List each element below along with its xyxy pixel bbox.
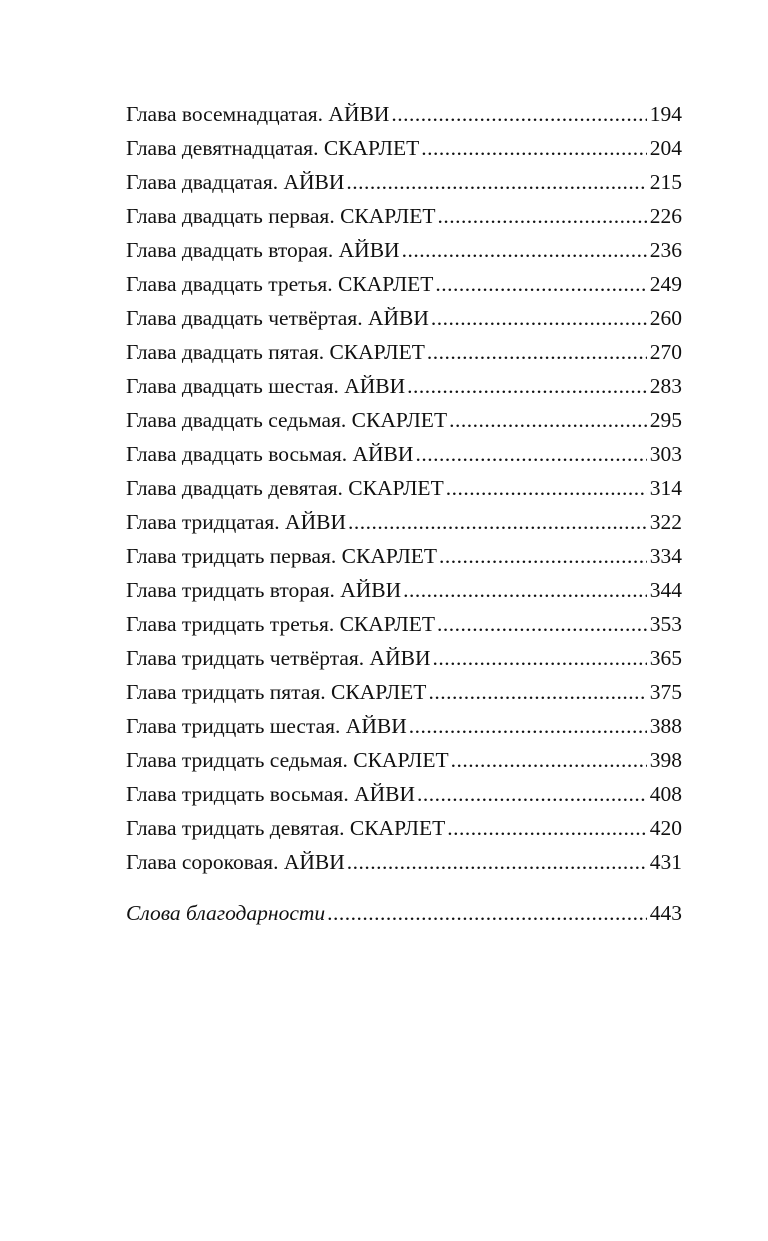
page-number: 194 xyxy=(649,102,682,126)
toc-entry[interactable] xyxy=(126,505,682,539)
page-number: 249 xyxy=(649,272,682,296)
chapter-title: Глава тридцать первая. СКАРЛЕТ xyxy=(126,544,438,568)
dot-leader xyxy=(435,267,646,301)
dot-leader xyxy=(428,675,646,709)
dot-leader xyxy=(403,573,647,607)
page-number: 353 xyxy=(649,612,682,636)
chapter-title: Глава двадцать четвёртая. АЙВИ xyxy=(126,306,429,330)
page-number: 365 xyxy=(649,646,682,670)
toc-entry[interactable] xyxy=(126,573,682,607)
table-of-contents xyxy=(126,97,682,930)
page-number: 398 xyxy=(649,748,682,772)
toc-entry-acknowledgements[interactable] xyxy=(126,896,682,930)
page-number: 420 xyxy=(649,816,682,840)
acknowledgements-title: Слова благодарности xyxy=(126,901,326,925)
toc-entry[interactable] xyxy=(126,335,682,369)
chapter-title: Глава сороковая. АЙВИ xyxy=(126,850,345,874)
page-number: 204 xyxy=(649,136,682,160)
page-number: 270 xyxy=(649,340,682,364)
dot-leader xyxy=(439,539,647,573)
dot-leader xyxy=(451,743,647,777)
dot-leader xyxy=(407,369,647,403)
page-number: 344 xyxy=(649,578,682,602)
dot-leader xyxy=(391,97,646,131)
dot-leader xyxy=(346,165,646,199)
toc-entry[interactable] xyxy=(126,777,682,811)
page-number: 408 xyxy=(649,782,682,806)
chapter-title: Глава двадцать третья. СКАРЛЕТ xyxy=(126,272,434,296)
page-number: 303 xyxy=(649,442,682,466)
toc-entry[interactable] xyxy=(126,301,682,335)
page-number: 388 xyxy=(649,714,682,738)
chapter-title: Глава тридцать седьмая. СКАРЛЕТ xyxy=(126,748,449,772)
page-number: 322 xyxy=(649,510,682,534)
toc-entry[interactable] xyxy=(126,607,682,641)
dot-leader xyxy=(447,811,646,845)
chapter-title: Глава тридцать восьмая. АЙВИ xyxy=(126,782,415,806)
toc-entry[interactable] xyxy=(126,675,682,709)
chapter-title: Глава тридцать пятая. СКАРЛЕТ xyxy=(126,680,427,704)
dot-leader xyxy=(415,437,646,471)
chapter-title: Глава тридцать третья. СКАРЛЕТ xyxy=(126,612,435,636)
chapter-title: Глава двадцатая. АЙВИ xyxy=(126,170,345,194)
page-number: 260 xyxy=(649,306,682,330)
page-number: 431 xyxy=(649,850,682,874)
dot-leader xyxy=(446,471,647,505)
chapter-title: Глава двадцать вторая. АЙВИ xyxy=(126,238,400,262)
chapter-title: Глава девятнадцатая. СКАРЛЕТ xyxy=(126,136,420,160)
chapter-title: Глава двадцать пятая. СКАРЛЕТ xyxy=(126,340,425,364)
toc-entry[interactable] xyxy=(126,267,682,301)
toc-entry[interactable] xyxy=(126,811,682,845)
page-number: 283 xyxy=(649,374,682,398)
dot-leader xyxy=(431,301,647,335)
toc-entry[interactable] xyxy=(126,471,682,505)
toc-entry[interactable] xyxy=(126,709,682,743)
toc-entry[interactable] xyxy=(126,233,682,267)
toc-entry[interactable] xyxy=(126,165,682,199)
dot-leader xyxy=(347,845,647,879)
chapter-title: Глава тридцать шестая. АЙВИ xyxy=(126,714,407,738)
toc-entry[interactable] xyxy=(126,199,682,233)
chapter-title: Глава двадцать восьмая. АЙВИ xyxy=(126,442,414,466)
chapter-title: Глава двадцать седьмая. СКАРЛЕТ xyxy=(126,408,448,432)
toc-entry[interactable] xyxy=(126,641,682,675)
dot-leader xyxy=(437,607,647,641)
dot-leader xyxy=(402,233,647,267)
chapter-title: Глава тридцать четвёртая. АЙВИ xyxy=(126,646,431,670)
page-number: 334 xyxy=(649,544,682,568)
chapter-title: Глава тридцатая. АЙВИ xyxy=(126,510,346,534)
toc-entry[interactable] xyxy=(126,437,682,471)
page-number: 215 xyxy=(649,170,682,194)
dot-leader xyxy=(409,709,647,743)
page-number: 295 xyxy=(649,408,682,432)
dot-leader xyxy=(437,199,646,233)
toc-entry[interactable] xyxy=(126,845,682,879)
toc-entry[interactable] xyxy=(126,97,682,131)
dot-leader xyxy=(417,777,647,811)
chapter-title: Глава тридцать вторая. АЙВИ xyxy=(126,578,402,602)
chapter-title: Глава двадцать первая. СКАРЛЕТ xyxy=(126,204,436,228)
chapter-title: Глава двадцать девятая. СКАРЛЕТ xyxy=(126,476,444,500)
chapter-title: Глава двадцать шестая. АЙВИ xyxy=(126,374,406,398)
toc-entry[interactable] xyxy=(126,403,682,437)
dot-leader xyxy=(432,641,646,675)
page-number: 314 xyxy=(649,476,682,500)
page-number: 375 xyxy=(649,680,682,704)
dot-leader xyxy=(421,131,647,165)
toc-entry[interactable] xyxy=(126,131,682,165)
dot-leader xyxy=(348,505,647,539)
page-number: 443 xyxy=(649,901,682,925)
dot-leader xyxy=(427,335,647,369)
page-number: 236 xyxy=(649,238,682,262)
dot-leader xyxy=(449,403,647,437)
toc-entry[interactable] xyxy=(126,369,682,403)
dot-leader xyxy=(327,896,647,930)
page-number: 226 xyxy=(649,204,682,228)
toc-entry[interactable] xyxy=(126,743,682,777)
chapter-title: Глава тридцать девятая. СКАРЛЕТ xyxy=(126,816,446,840)
chapter-title: Глава восемнадцатая. АЙВИ xyxy=(126,102,390,126)
toc-entry[interactable] xyxy=(126,539,682,573)
